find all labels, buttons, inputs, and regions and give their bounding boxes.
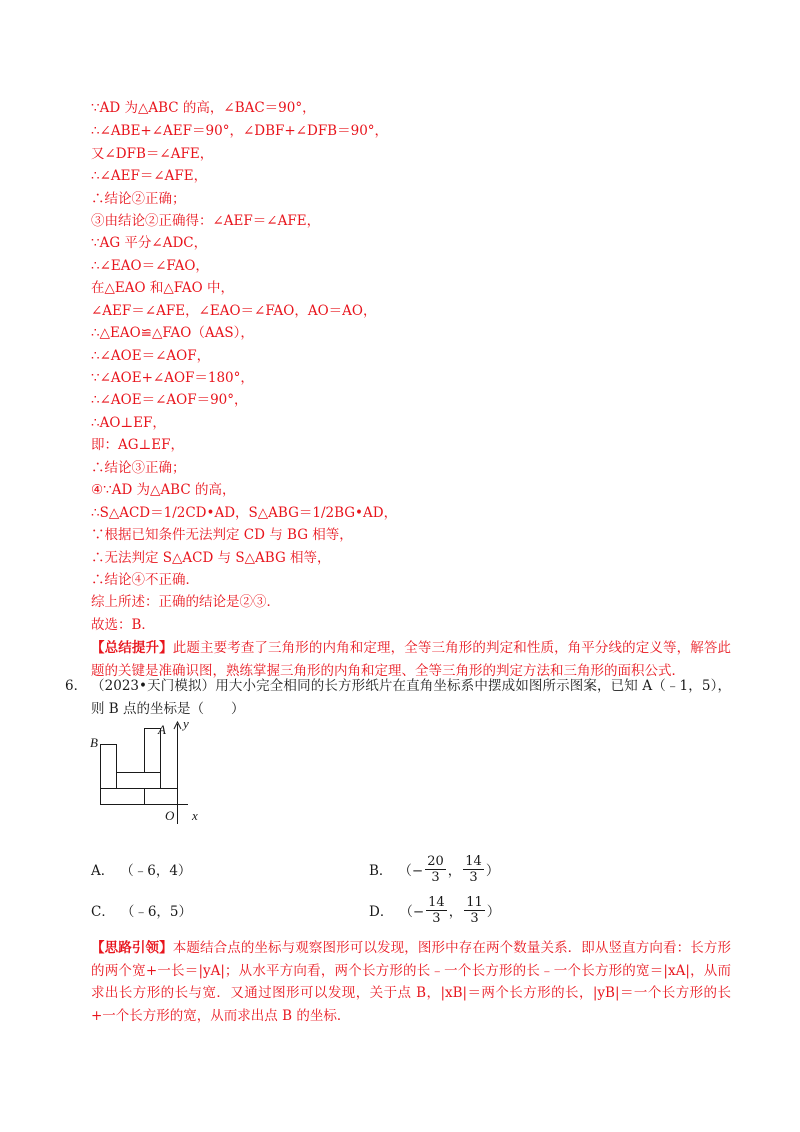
rect-middle-horizontal: [117, 773, 161, 789]
label-y: y: [183, 716, 189, 731]
option-d-fraction-2: [464, 895, 485, 926]
option-b-close: ）: [485, 863, 500, 879]
summary-text: 此题主要考查了三角形的内角和定理，全等三角形的判定和性质，角平分线的定义等，解答此题的关键是准确识图，熟练掌握三角形的内角和定理、全等三角形的判定方法和三角形的面积公式．: [91, 640, 732, 679]
solution-line: ∴S△ACD＝1/2CD•AD，S△ABG＝1/2BG•AD，: [91, 505, 398, 521]
solution-line: 在△EAO 和△FAO 中，: [91, 280, 235, 296]
option-d-numerator-2: 11: [466, 894, 483, 910]
option-a-letter: A．: [91, 863, 115, 879]
option-d-denominator-1: 3: [432, 910, 441, 926]
summary-tag: 【总结提升】: [91, 640, 173, 656]
solution-line: ∴∠EAO＝∠FAO，: [91, 258, 209, 274]
option-b-numerator-2: 14: [465, 853, 482, 869]
question-number: 6．: [65, 678, 88, 694]
option-b-denominator-1: 3: [431, 869, 440, 885]
solution-line: ∴结论②正确；: [91, 191, 186, 207]
solution-line: ∴∠AOE＝∠AOF，: [91, 348, 211, 364]
option-d-close: ）: [486, 904, 501, 920]
option-d-numerator-1: 14: [428, 894, 445, 910]
solution-line: ∴∠AOE＝∠AOF＝90°，: [91, 392, 248, 408]
option-d-fraction-1: [426, 895, 447, 926]
solution-line: ∴△EAO≌△FAO（AAS），: [91, 325, 254, 341]
solution-line: ∵根据已知条件无法判定 CD 与 BG 相等，: [91, 527, 353, 543]
label-x: x: [192, 808, 198, 823]
rect-left-vertical: [101, 745, 117, 789]
option-d-denominator-2: 3: [470, 910, 479, 926]
option-b-letter: B．: [369, 863, 393, 879]
option-d-separator: ，: [448, 904, 463, 920]
solution-line: 又∠DFB＝∠AFE，: [91, 146, 214, 162]
option-b-numerator-1: 20: [427, 853, 444, 869]
solution-line: ∵AG 平分∠ADC，: [91, 235, 208, 251]
option-a[interactable]: [91, 858, 191, 880]
solution-line: ∠AEF＝∠AFE，∠EAO＝∠FAO，AO＝AO，: [91, 303, 377, 319]
solution-line: 综上所述：正确的结论是②③．: [91, 594, 280, 610]
solution-line: ∴结论③正确；: [91, 460, 186, 476]
label-b: B: [90, 735, 98, 750]
hint-text: 本题结合点的坐标与观察图形可以发现，图形中存在两个数量关系．即从竖直方向看：长方形的两个宽+一长＝|yA|；从水平方向看，两个长方形的长﹣一个长方形的长﹣一个长方形的宽＝|xA|，从而求出长方形的长与宽．又通过图形可以发现，关于点 B，|xB|＝两个长方形的长，|yB|＝一个长方形的长+一个长方形的宽，从而求出点 B 的坐标．: [91, 940, 732, 1024]
label-a: A: [158, 722, 166, 737]
option-b-denominator-2: 3: [469, 869, 478, 885]
option-b-separator: ，: [447, 863, 462, 879]
option-a-value: （﹣6，4）: [120, 863, 192, 879]
option-c-letter: C．: [91, 904, 115, 920]
hint-tag: 【思路引领】: [91, 940, 173, 956]
solution-line: ④∵AD 为△ABC 的高，: [91, 482, 236, 498]
label-origin: O: [165, 808, 175, 823]
solution-line: ∵∠AOE+∠AOF＝180°，: [91, 370, 254, 386]
hint-paragraph: [91, 937, 731, 1027]
solution-line: ∵AD 为△ABC 的高，∠BAC＝90°，: [91, 100, 316, 116]
solution-line: 即：AG⊥EF，: [91, 437, 184, 453]
option-c-value: （﹣6，5）: [120, 904, 193, 920]
option-b[interactable]: [369, 849, 499, 889]
question-text: （2023•天门模拟）用大小完全相同的长方形纸片在直角坐标系中摆成如图所示图案，已知 A（﹣1，5），则 B 点的坐标是（ ）: [91, 678, 731, 717]
option-d-open: （−: [399, 904, 425, 920]
option-c[interactable]: [91, 899, 192, 921]
rect-bottom-right: [145, 789, 178, 805]
option-b-open: （−: [398, 863, 424, 879]
solution-line: ∴结论④不正确．: [91, 572, 199, 588]
option-b-fraction-2: [463, 854, 484, 885]
option-d[interactable]: [369, 890, 500, 930]
solution-line: ∴AO⊥EF，: [91, 415, 166, 431]
option-d-letter: D．: [369, 904, 394, 920]
solution-line: 故选：B．: [91, 617, 155, 633]
rectangle-pattern-figure: [88, 716, 218, 828]
solution-line: ③由结论②正确得：∠AEF＝∠AFE，: [91, 213, 321, 229]
solution-line: ∴∠ABE+∠AEF＝90°，∠DBF+∠DFB＝90°，: [91, 123, 389, 139]
rect-bottom-left: [101, 789, 145, 805]
option-b-fraction-1: [425, 854, 446, 885]
solution-line: ∴∠AEF＝∠AFE，: [91, 168, 208, 184]
solution-line: ∴无法判定 S△ACD 与 S△ABG 相等，: [91, 550, 331, 566]
